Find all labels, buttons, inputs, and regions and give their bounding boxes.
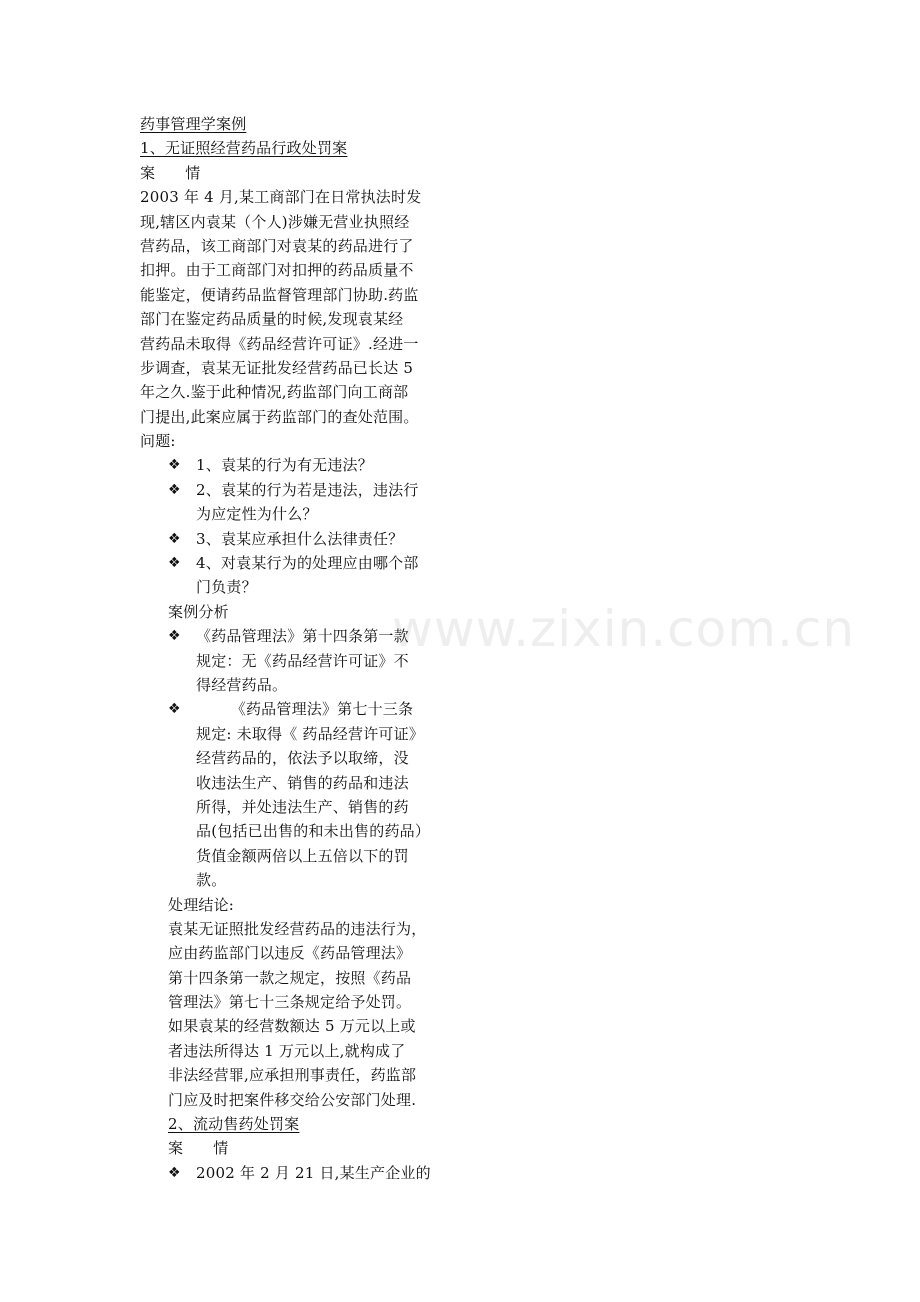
document-body <box>140 112 440 1185</box>
analysis-label: 案例分析 <box>168 602 229 621</box>
analysis-item <box>140 697 440 721</box>
question-item <box>140 453 440 477</box>
bullet-icon: ❖ <box>168 481 181 498</box>
analysis-continuation: 收违法生产、销售的药品和违法 <box>196 773 409 792</box>
analysis-continuation: 规定：无《药品经营许可证》不 <box>196 651 409 670</box>
analysis-continuation: 所得，并处违法生产、销售的药 <box>196 797 409 816</box>
analysis-continuation: 品(包括已出售的和未出售的药品） <box>196 822 431 841</box>
facts-line: 步调查，袁某无证批发经营药品已长达 5 <box>140 358 414 377</box>
conclusion-line: 第十四条第一款之规定，按照《药品 <box>168 968 412 987</box>
bullet-icon: ❖ <box>168 628 181 645</box>
conclusion-line: 应由药监部门以违反《药品管理法》 <box>168 944 412 963</box>
analysis-continuation: 规定: 未取得《 药品经营许可证》 <box>196 724 424 743</box>
case1-heading: 1、无证照经营药品行政处罚案 <box>140 139 348 158</box>
case2-heading: 2、流动售药处罚案 <box>168 1115 300 1134</box>
question-text: 1、袁某的行为有无违法？ <box>196 456 373 475</box>
facts-line: 营药品，该工商部门对袁某的药品进行了 <box>140 236 414 255</box>
question-continuation: 门负责？ <box>196 578 257 597</box>
case2-facts-item <box>140 1161 440 1185</box>
facts-label-part: 案 <box>140 163 156 182</box>
document-title: 药事管理学案例 <box>140 115 247 133</box>
analysis-item <box>140 624 440 648</box>
questions-label: 问题: <box>140 432 176 451</box>
conclusion-line: 如果袁某的经营数额达 5 万元以上或 <box>168 1017 416 1036</box>
conclusion-label: 处理结论: <box>168 895 235 914</box>
question-text: 4、对袁某行为的处理应由哪个部 <box>196 554 419 573</box>
questions-list <box>140 453 440 599</box>
bullet-icon: ❖ <box>168 1164 181 1181</box>
conclusion-line: 管理法》第七十三条规定给予处罚。 <box>168 993 412 1012</box>
case2-facts-label <box>140 1136 440 1160</box>
facts-line: 门提出,此案应属于药监部门的查处范围。 <box>140 407 419 426</box>
question-text: 2、袁某的行为若是违法，违法行 <box>196 480 419 499</box>
conclusion-line: 袁某无证照批发经营药品的违法行为， <box>168 919 427 938</box>
analysis-continuation: 款。 <box>196 871 227 890</box>
analysis-text: 《药品管理法》第七十三条 <box>196 700 414 719</box>
bullet-icon: ❖ <box>168 457 181 474</box>
conclusion-text <box>140 917 440 1112</box>
case1-facts <box>140 185 440 429</box>
analysis-list <box>140 624 440 892</box>
facts-line: 营药品未取得《药品经营许可证》.经进一 <box>140 334 419 353</box>
question-continuation: 为应定性为什么？ <box>196 505 318 524</box>
facts-line: 现,辖区内袁某（个人)涉嫌无营业执照经 <box>140 212 410 231</box>
case2-facts-text: 2002 年 2 月 21 日,某生产企业的 <box>196 1163 431 1182</box>
analysis-continuation: 货值金额两倍以上五倍以下的罚 <box>196 846 409 865</box>
facts-line: 部门在鉴定药品质量的时候,发现袁某经 <box>140 310 404 329</box>
case1-facts-label <box>140 161 440 185</box>
analysis-continuation: 经营药品的，依法予以取缔，没 <box>196 749 409 768</box>
conclusion-line: 者违法所得达 1 万元以上,就构成了 <box>168 1041 406 1060</box>
analysis-text: 《药品管理法》第十四条第一款 <box>196 627 409 646</box>
facts-line: 2003 年 4 月,某工商部门在日常执法时发 <box>140 188 422 207</box>
facts-label-part: 案 <box>168 1139 184 1158</box>
facts-line: 扣押。由于工商部门对扣押的药品质量不 <box>140 261 414 280</box>
bullet-icon: ❖ <box>168 701 181 718</box>
facts-line: 能鉴定，便请药品监督管理部门协助.药监 <box>140 285 419 304</box>
facts-line: 年之久.鉴于此种情况,药监部门向工商部 <box>140 383 409 402</box>
analysis-continuation: 得经营药品。 <box>196 675 288 694</box>
watermark-text: www.zixin.com.cn <box>392 600 856 658</box>
question-item <box>140 527 440 551</box>
bullet-icon: ❖ <box>168 555 181 572</box>
facts-label-part: 情 <box>185 163 201 182</box>
bullet-icon: ❖ <box>168 530 181 547</box>
question-text: 3、袁某应承担什么法律责任？ <box>196 529 404 548</box>
conclusion-line: 非法经营罪,应承担刑事责任，药监部 <box>168 1066 417 1085</box>
conclusion-line: 门应及时把案件移交给公安部门处理. <box>168 1090 417 1109</box>
question-item <box>140 478 440 502</box>
facts-label-part: 情 <box>213 1139 229 1158</box>
question-item <box>140 551 440 575</box>
